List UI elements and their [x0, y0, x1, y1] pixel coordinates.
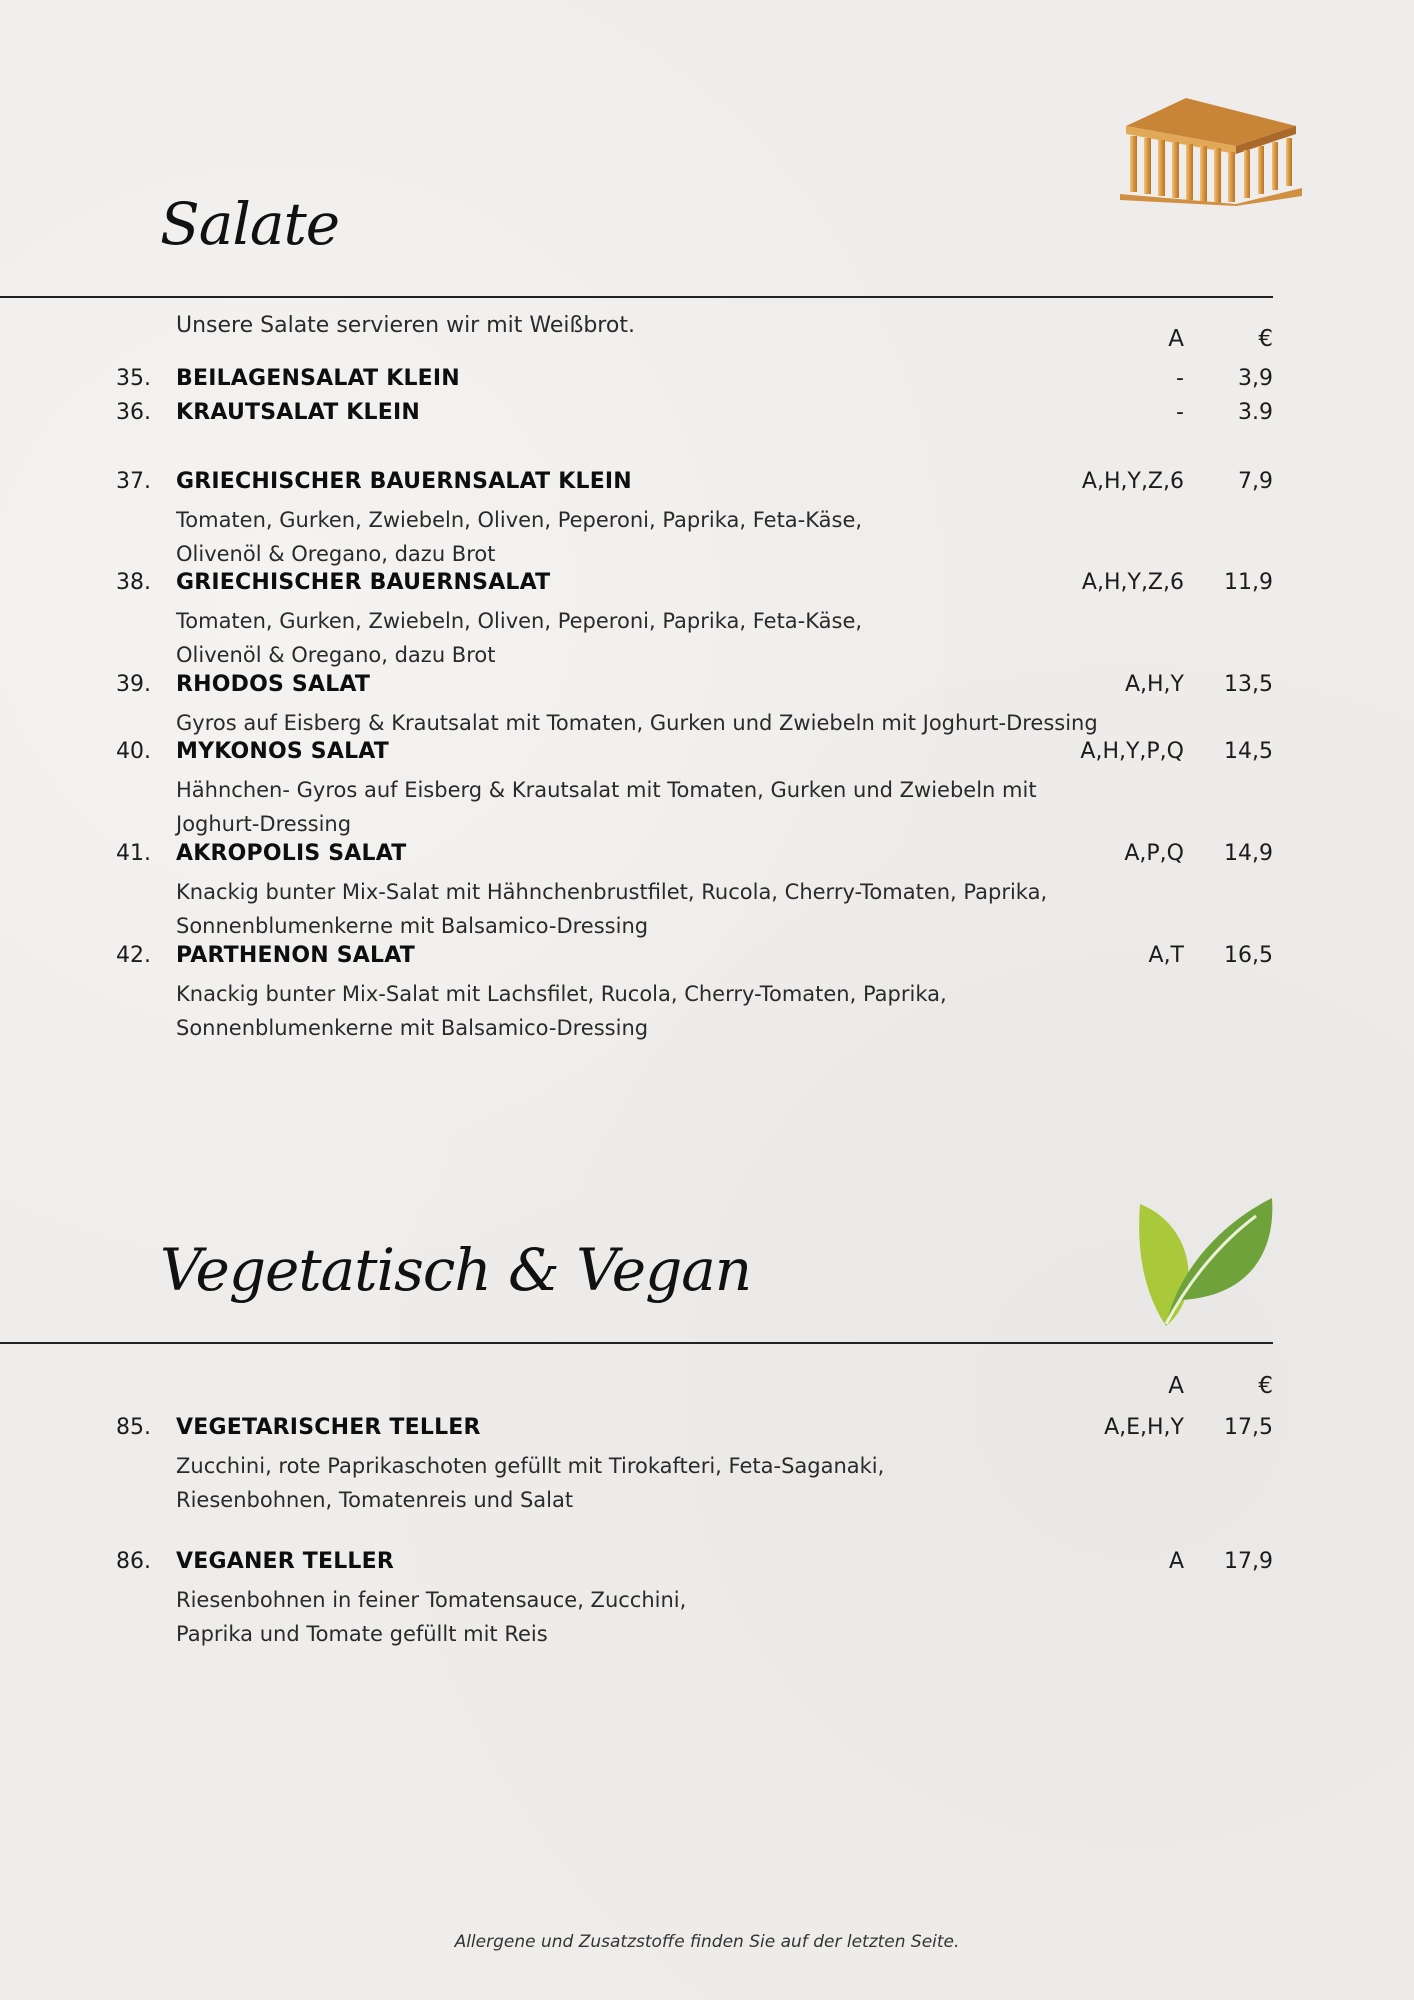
item-allergens: A,E,H,Y — [1104, 1415, 1184, 1440]
item-price: 7,9 — [1238, 469, 1273, 494]
item-name: PARTHENON SALAT — [176, 943, 415, 968]
item-number: 36. — [116, 400, 151, 425]
item-name: AKROPOLIS SALAT — [176, 841, 407, 866]
item-description — [176, 503, 862, 571]
item-name: MYKONOS SALAT — [176, 739, 390, 764]
vegan-header-row — [0, 1373, 1414, 1403]
item-number: 85. — [116, 1415, 151, 1440]
item-allergens: A,H,Y — [1124, 672, 1184, 697]
item-number: 40. — [116, 739, 151, 764]
allergen-footer-note: Allergene und Zusatzstoffe finden Sie auf der letzten Seite. — [454, 1932, 960, 1952]
description-line: Gyros auf Eisberg & Krautsalat mit Tomaten, Gurken und Zwiebeln mit Joghurt-Dressing — [176, 711, 1098, 735]
item-allergens: - — [1176, 366, 1184, 391]
allergens-header: A — [1168, 1373, 1184, 1399]
item-name: RHODOS SALAT — [176, 672, 371, 697]
description-line: Riesenbohnen in feiner Tomatensauce, Zucchini, — [176, 1588, 687, 1612]
description-line: Tomaten, Gurken, Zwiebeln, Oliven, Peperoni, Paprika, Feta-Käse, — [176, 609, 863, 633]
item-name: VEGETARISCHER TELLER — [176, 1415, 481, 1440]
item-name: VEGANER TELLER — [176, 1549, 395, 1574]
description-line: Hähnchen- Gyros auf Eisberg & Krautsalat mit Tomaten, Gurken und Zwiebeln mit — [176, 778, 1037, 802]
item-name: GRIECHISCHER BAUERNSALAT KLEIN — [176, 469, 632, 494]
description-line: Sonnenblumenkerne mit Balsamico-Dressing — [176, 914, 649, 938]
item-price: 17,5 — [1224, 1415, 1273, 1440]
item-allergens: A,H,Y,P,Q — [1080, 739, 1184, 764]
item-number: 35. — [116, 366, 151, 391]
temple-icon — [1116, 96, 1304, 206]
item-price: 14,9 — [1224, 841, 1273, 866]
item-number: 39. — [116, 672, 151, 697]
item-allergens: A,P,Q — [1124, 841, 1184, 866]
description-line: Olivenöl & Oregano, dazu Brot — [176, 643, 496, 667]
description-line: Riesenbohnen, Tomatenreis und Salat — [176, 1488, 574, 1512]
item-description — [176, 977, 947, 1045]
item-description — [176, 1583, 686, 1651]
item-number: 42. — [116, 943, 151, 968]
item-price: 3.9 — [1238, 400, 1273, 425]
item-price: 14,5 — [1224, 739, 1273, 764]
item-price: 17,9 — [1224, 1549, 1273, 1574]
price-header: € — [1258, 1373, 1273, 1399]
item-description — [176, 875, 1047, 943]
item-description — [176, 1449, 884, 1517]
salate-title: Salate — [160, 190, 340, 258]
item-description — [176, 706, 1098, 740]
item-name: KRAUTSALAT KLEIN — [176, 400, 420, 425]
description-line: Joghurt-Dressing — [176, 812, 352, 836]
item-price: 13,5 — [1224, 672, 1273, 697]
description-line: Knackig bunter Mix-Salat mit Hähnchenbrustfilet, Rucola, Cherry-Tomaten, Paprika, — [176, 880, 1048, 904]
description-line: Olivenöl & Oregano, dazu Brot — [176, 542, 496, 566]
description-line: Tomaten, Gurken, Zwiebeln, Oliven, Peperoni, Paprika, Feta-Käse, — [176, 508, 863, 532]
item-description — [176, 604, 862, 672]
price-header: € — [1258, 326, 1273, 352]
item-price: 3,9 — [1238, 366, 1273, 391]
vegan-title: Vegetatisch & Vegan — [160, 1236, 752, 1304]
salate-header-row — [0, 326, 1414, 356]
item-name: GRIECHISCHER BAUERNSALAT — [176, 570, 551, 595]
item-price: 16,5 — [1224, 943, 1273, 968]
item-number: 38. — [116, 570, 151, 595]
item-description — [176, 773, 1037, 841]
item-allergens: A,H,Y,Z,6 — [1081, 469, 1184, 494]
item-allergens: A,T — [1148, 943, 1184, 968]
item-name: BEILAGENSALAT KLEIN — [176, 366, 460, 391]
allergens-header: A — [1168, 326, 1184, 352]
item-allergens: - — [1176, 400, 1184, 425]
item-number: 37. — [116, 469, 151, 494]
item-allergens: A — [1168, 1549, 1184, 1574]
description-line: Knackig bunter Mix-Salat mit Lachsfilet, Rucola, Cherry-Tomaten, Paprika, — [176, 982, 947, 1006]
item-number: 86. — [116, 1549, 151, 1574]
vegan-divider — [0, 1342, 1273, 1344]
leaf-icon — [1136, 1196, 1274, 1328]
item-price: 11,9 — [1224, 570, 1273, 595]
salate-intro: Unsere Salate servieren wir mit Weißbrot. — [176, 313, 635, 338]
description-line: Sonnenblumenkerne mit Balsamico-Dressing — [176, 1016, 649, 1040]
description-line: Zucchini, rote Paprikaschoten gefüllt mit Tirokafteri, Feta-Saganaki, — [176, 1454, 885, 1478]
item-number: 41. — [116, 841, 151, 866]
item-allergens: A,H,Y,Z,6 — [1081, 570, 1184, 595]
salate-divider — [0, 296, 1273, 298]
description-line: Paprika und Tomate gefüllt mit Reis — [176, 1622, 548, 1646]
